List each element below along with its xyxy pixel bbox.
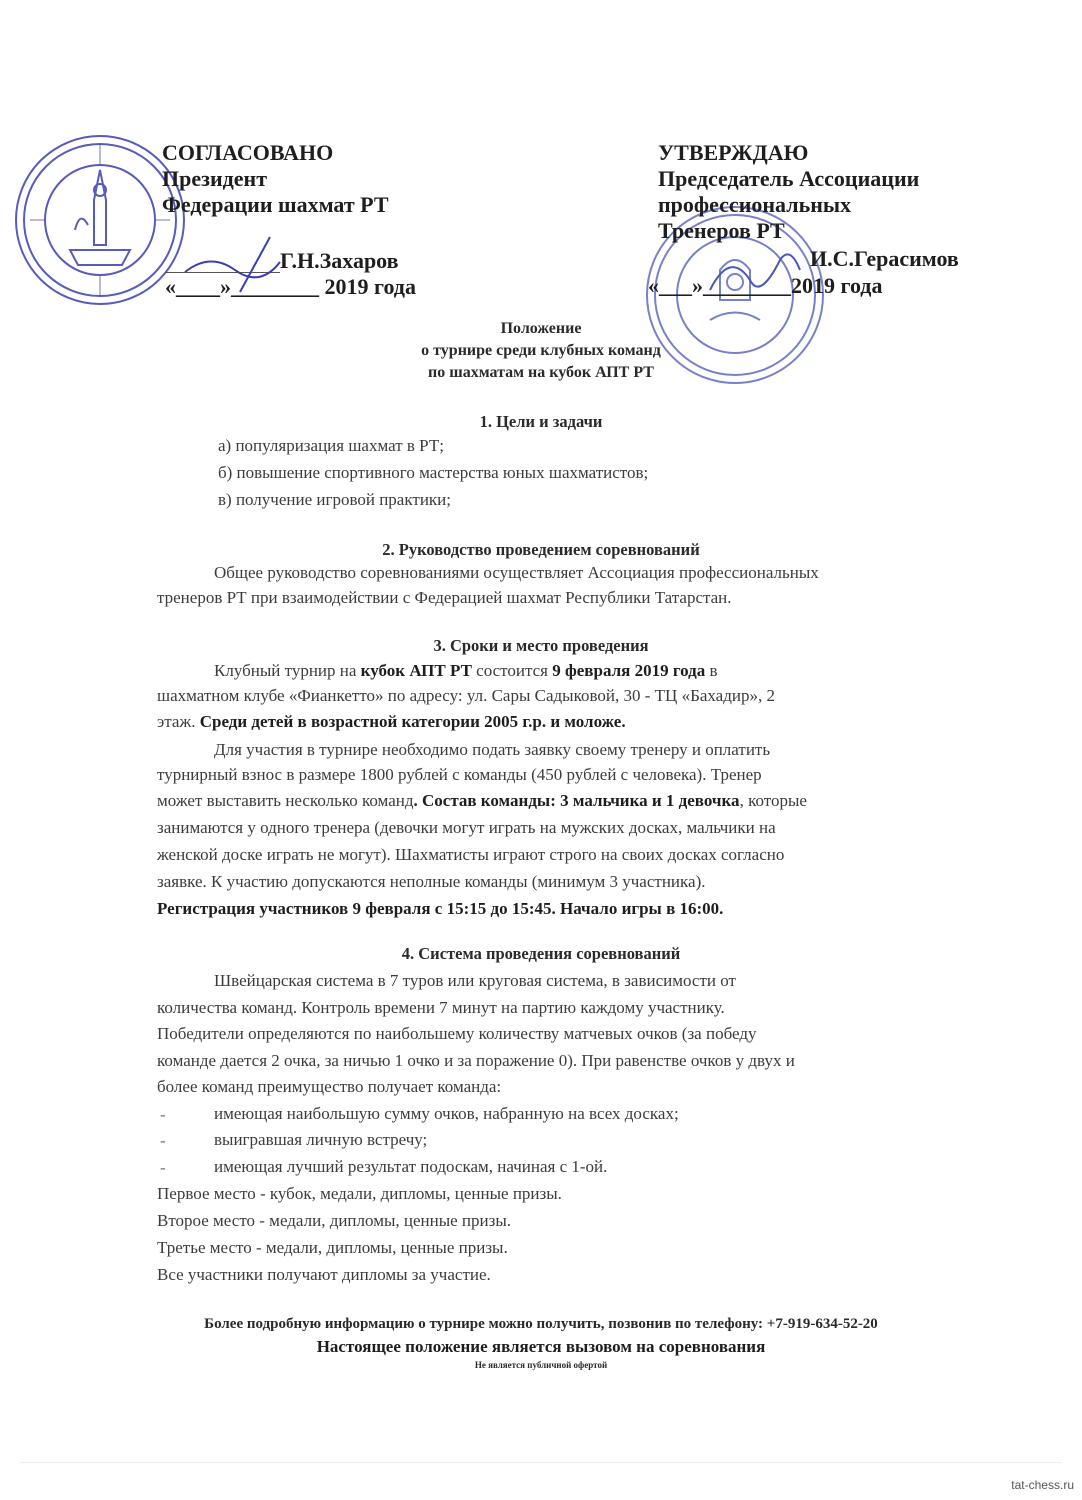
left-header-line2: Федерации шахмат РТ <box>162 192 389 217</box>
section4-text: более команд преимущество получает команда: <box>157 1077 502 1096</box>
scan-border <box>20 1462 1062 1463</box>
document-title <box>0 318 1082 384</box>
document-title-line2: о турнире среди клубных команд <box>421 342 661 359</box>
left-approval-block <box>162 140 389 218</box>
section1-item: а) популяризация шахмат в РТ; <box>218 436 444 455</box>
section2-text: тренеров РТ при взаимодействии с Федерацией шахмат Республики Татарстан. <box>157 588 732 607</box>
prize-line: Второе место - медали, дипломы, ценные призы. <box>157 1211 512 1230</box>
tiebreak-item: имеющая наибольшую сумму очков, набранную на всех досках; <box>214 1104 679 1123</box>
text: в <box>705 661 718 680</box>
text: может выставить несколько команд <box>157 791 414 810</box>
left-header-signer: Г.Н.Захаров <box>280 248 399 273</box>
section3-paragraph1-line1 <box>214 661 718 681</box>
right-signature <box>700 240 810 310</box>
left-header-date: «____»________ 2019 года <box>165 274 416 299</box>
prize-line: Первое место - кубок, медали, дипломы, ценные призы. <box>157 1184 562 1203</box>
right-header-title: УТВЕРЖДАЮ <box>658 140 809 165</box>
registration-time: Регистрация участников 9 февраля с 15:15 до 15:45. Начало игры в 16:00. <box>157 899 724 918</box>
left-signature <box>180 232 300 302</box>
section4-text: команде дается 2 очка, за ничью 1 очко и за поражение 0). При равенстве очков у двух и <box>157 1051 795 1070</box>
contact-info: Более подробную информацию о турнире можно получить, позвонив по телефону: +7-919-634-52-20 <box>204 1316 878 1332</box>
team-composition: . Состав команды: 3 мальчика и 1 девочка <box>413 791 740 810</box>
section3-address: шахматном клубе «Фианкетто» по адресу: ул. Сары Садыковой, 30 - ТЦ «Бахадир», 2 <box>157 686 775 705</box>
bullet-mark: - <box>160 1131 166 1150</box>
right-approval-block <box>658 140 919 244</box>
section4-text: Победители определяются по наибольшему количеству матчевых очков (за победу <box>157 1024 757 1043</box>
section3-paragraph1-line3 <box>157 712 626 732</box>
section2-text: Общее руководство соревнованиями осуществляет Ассоциация профессиональных <box>214 563 819 582</box>
age-category: Среди детей в возрастной категории 2005 г.р. и моложе. <box>199 712 626 731</box>
site-watermark: tat-chess.ru <box>1011 1478 1074 1492</box>
right-header-signer: И.С.Герасимов <box>810 246 959 271</box>
prize-line: Третье место - медали, дипломы, ценные призы. <box>157 1238 508 1257</box>
bullet-mark: - <box>160 1105 166 1124</box>
section3-text: женской доске играть не могут). Шахматисты играют строго на своих досках согласно <box>157 845 785 864</box>
right-header-date: «___»________2019 года <box>648 273 883 298</box>
section3-heading: 3. Сроки и место проведения <box>433 636 649 655</box>
right-header-line2: профессиональных <box>658 192 852 217</box>
bullet-mark: - <box>160 1158 166 1177</box>
document-title-line1: Положение <box>500 320 582 337</box>
right-header-line3: Тренеров РТ <box>658 218 785 243</box>
section4-text: количества команд. Контроль времени 7 минут на партию каждому участнику. <box>157 998 725 1017</box>
prize-line: Все участники получают дипломы за участие. <box>157 1265 491 1284</box>
tiebreak-item: имеющая лучший результат подоскам, начиная с 1-ой. <box>214 1157 608 1176</box>
section1-item: в) получение игровой практики; <box>218 490 451 509</box>
section2-heading: 2. Руководство проведением соревнований <box>382 540 700 559</box>
text: состоится <box>471 661 553 680</box>
tiebreak-item: выигравшая личную встречу; <box>214 1130 428 1149</box>
cup-name: кубок АПТ РТ <box>360 661 472 680</box>
section1-heading: 1. Цели и задачи <box>479 412 603 431</box>
text: этаж. <box>157 712 200 731</box>
section3-text: турнирный взнос в размере 1800 рублей с команды (450 рублей с человека). Тренер <box>157 765 762 784</box>
text: Клубный турнир на <box>214 661 361 680</box>
section1-item: б) повышение спортивного мастерства юных шахматистов; <box>218 463 649 482</box>
right-header-line1: Председатель Ассоциации <box>658 166 920 191</box>
section3-text: занимаются у одного тренера (девочки могут играть на мужских досках, мальчики на <box>157 818 776 837</box>
section3-team-composition-line <box>157 791 807 811</box>
section3-text: заявке. К участию допускаются неполные команды (минимум 3 участника). <box>157 872 706 891</box>
left-header-title: СОГЛАСОВАНО <box>162 140 334 165</box>
section4-text: Швейцарская система в 7 туров или круговая система, в зависимости от <box>214 971 736 990</box>
event-date: 9 февраля 2019 года <box>552 661 706 680</box>
text: , которые <box>739 791 807 810</box>
invitation-note: Настоящее положение является вызовом на соревнования <box>316 1337 766 1356</box>
left-header-line1: Президент <box>162 166 268 191</box>
section3-text: Для участия в турнире необходимо подать заявку своему тренеру и оплатить <box>214 740 771 759</box>
section4-heading: 4. Система проведения соревнований <box>401 944 681 963</box>
document-title-line3: по шахматам на кубок АПТ РТ <box>428 364 654 381</box>
offer-disclaimer: Не является публичной офертой <box>474 1360 608 1370</box>
